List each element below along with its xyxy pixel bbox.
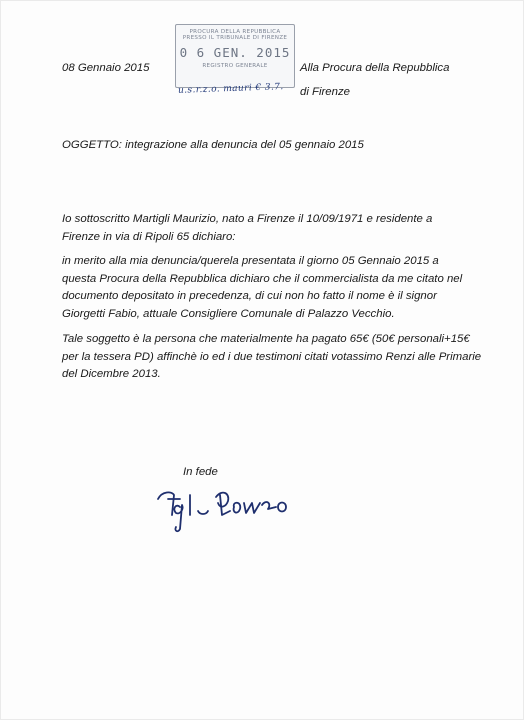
stamp-court-line: PRESSO IL TRIBUNALE DI FIRENZE: [182, 35, 288, 41]
letter-date: 08 Gennaio 2015: [62, 62, 150, 74]
letter-subject: OGGETTO: integrazione alla denuncia del 05 gennaio 2015: [62, 139, 364, 151]
handwritten-signature: [150, 485, 310, 537]
stamp-handwritten-note: u.s.r.z.o. mauri € 3.7.: [177, 82, 284, 96]
recipient-line-2: di Firenze: [300, 86, 351, 98]
stamp-register-line: REGISTRO GENERALE: [202, 63, 268, 69]
reception-stamp: [175, 24, 295, 88]
stamp-date: 0 6 GEN. 2015: [179, 45, 291, 60]
paragraph-payment: Tale soggetto è la persona che materialmente ha pagato 65€ (50€ personali+15€ per la tessera PD) affinchè io ed i due testimoni citati votassimo Renzi alle Primarie del Dicembre 2013.: [62, 333, 482, 381]
recipient-line-1: Alla Procura della Repubblica: [300, 62, 450, 74]
closing: In fede: [183, 466, 218, 478]
paragraph-declarant: Io sottoscritto Martigli Maurizio, nato a Firenze il 10/09/1971 e residente a Firenze in via di Ripoli 65 dichiaro:: [62, 213, 433, 243]
stamp-office-line: PROCURA DELLA REPUBBLICA: [189, 29, 281, 35]
paragraph-declaration: in merito alla mia denuncia/querela presentata il giorno 05 Gennaio 2015 a questa Procura della Repubblica dichiaro che il commercialista da me citato nel documento depositato in precedenza, di cui non ho fatto il nome è il signor Giorgetti Fabio, attuale Consigliere Comunale di Palazzo Vecchio.: [62, 255, 463, 321]
